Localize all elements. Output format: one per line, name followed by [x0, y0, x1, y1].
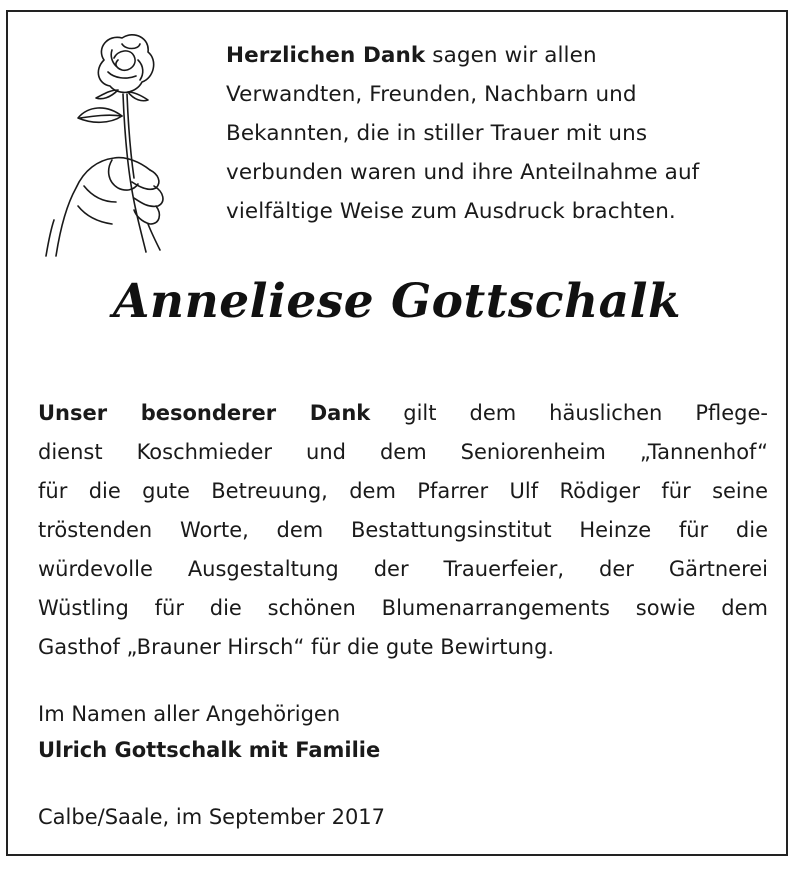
thanks-lead: Unser besonderer Dank — [38, 401, 371, 425]
hand-holding-rose-icon — [26, 20, 196, 260]
intro-paragraph — [226, 36, 778, 231]
thanks-line-7: Gasthof „Brauner Hirsch“ für die gute Bewirtung. — [38, 635, 555, 659]
thanks-paragraph — [38, 394, 768, 667]
thanks-line-4: tröstenden Worte, dem Bestattungsinstitut Heinze für die — [38, 518, 768, 542]
intro-line-4: verbunden waren und ihre Anteilnahme auf — [226, 160, 700, 185]
deceased-name: Anneliese Gottschalk — [112, 274, 682, 329]
thanks-line-3: für die gute Betreuung, dem Pfarrer Ulf Rödiger für seine — [38, 479, 768, 503]
thanks-line-5: würdevolle Ausgestaltung der Trauerfeier, der Gärtnerei — [38, 557, 768, 581]
place-date: Calbe/Saale, im September 2017 — [38, 805, 386, 829]
thanks-line-1: gilt dem häuslichen Pflege- — [403, 401, 768, 425]
signature-block — [38, 696, 380, 768]
family-signature: Ulrich Gottschalk mit Familie — [38, 738, 381, 762]
intro-line-2: Verwandten, Freunden, Nachbarn und — [226, 82, 637, 107]
on-behalf-line: Im Namen aller Angehörigen — [38, 702, 341, 726]
thanks-line-6: Wüstling für die schönen Blumenarrangements sowie dem — [38, 596, 768, 620]
intro-line-5: vielfältige Weise zum Ausdruck brachten. — [226, 199, 676, 224]
intro-line-3: Bekannten, die in stiller Trauer mit uns — [226, 121, 648, 146]
thanks-line-2: dienst Koschmieder und dem Seniorenheim „Tannenhof“ — [38, 440, 768, 464]
intro-line-1: sagen wir allen — [432, 43, 597, 68]
obituary-thanks-notice — [6, 10, 788, 856]
intro-lead: Herzlichen Dank — [226, 43, 426, 68]
